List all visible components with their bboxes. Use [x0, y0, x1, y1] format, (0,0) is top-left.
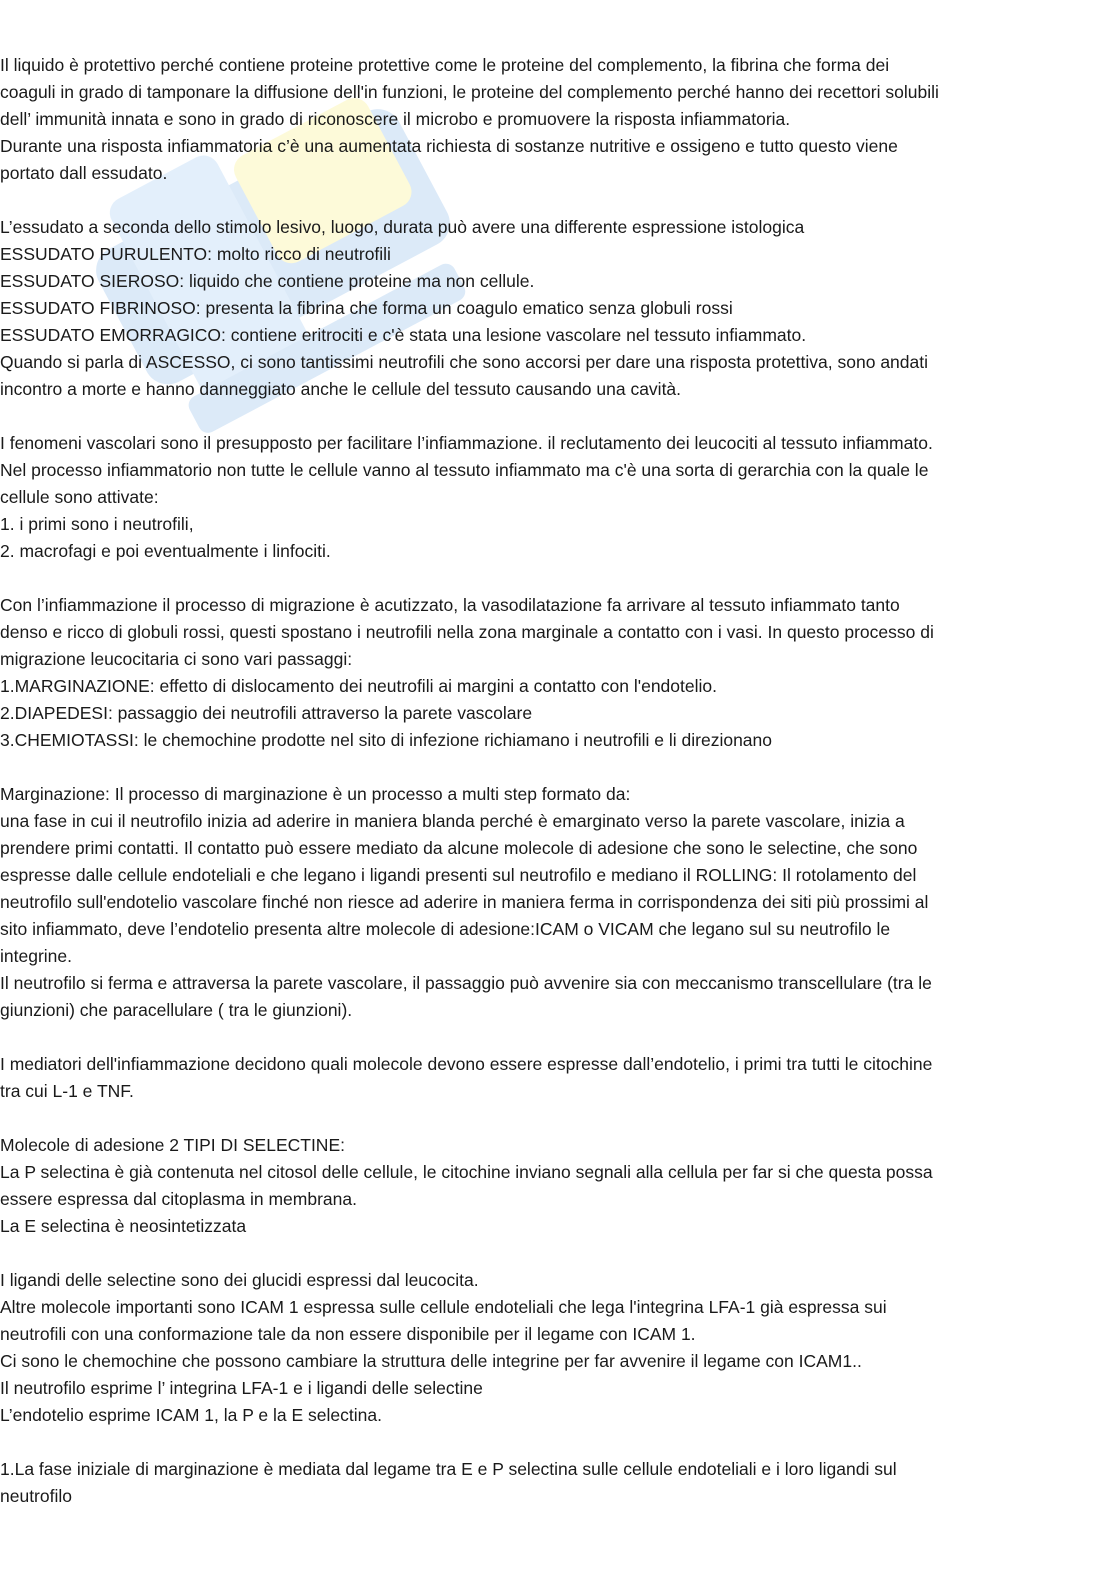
text-line: 1.La fase iniziale di marginazione è mediata dal legame tra E e P selectina sulle cellule endoteliali e i loro ligandi sul — [0, 1459, 897, 1479]
text-line: tra cui L-1 e TNF. — [0, 1081, 134, 1101]
text-line: una fase in cui il neutrofilo inizia ad aderire in maniera blanda perché è emarginato verso la parete vascolare, inizia a — [0, 811, 905, 831]
paragraph — [0, 592, 1108, 754]
text-line: prendere primi contatti. Il contatto può essere mediato da alcune molecole di adesione che sono le selectine, che sono — [0, 838, 918, 858]
paragraph — [0, 52, 1108, 187]
text-line: Quando si parla di ASCESSO, ci sono tantissimi neutrofili che sono accorsi per dare una risposta protettiva, sono andati — [0, 352, 928, 372]
text-line: migrazione leucocitaria ci sono vari passaggi: — [0, 649, 353, 669]
text-line: coaguli in grado di tamponare la diffusione dell'in funzioni, le proteine del complemento perché hanno dei recettori solubili — [0, 82, 939, 102]
text-line: 3.CHEMIOTASSI: le chemochine prodotte nel sito di infezione richiamano i neutrofili e li direzionano — [0, 730, 773, 750]
text-line: Il liquido è protettivo perché contiene proteine protettive come le proteine del complemento, la fibrina che forma dei — [0, 55, 890, 75]
document-page — [0, 52, 1108, 1510]
text-line: ESSUDATO FIBRINOSO: presenta la fibrina che forma un coagulo ematico senza globuli rossi — [0, 298, 733, 318]
text-line: cellule sono attivate: — [0, 487, 159, 507]
text-line: giunzioni) che paracellulare ( tra le giunzioni). — [0, 1000, 353, 1020]
paragraph-gap — [0, 1105, 1108, 1132]
paragraph-gap — [0, 754, 1108, 781]
paragraph-gap — [0, 403, 1108, 430]
text-line: 1. i primi sono i neutrofili, — [0, 514, 194, 534]
text-line: portato dall essudato. — [0, 163, 168, 183]
text-line: neutrofilo — [0, 1486, 72, 1506]
text-line: ESSUDATO SIEROSO: liquido che contiene proteine ma non cellule. — [0, 271, 535, 291]
text-line: Nel processo infiammatorio non tutte le cellule vanno al tessuto infiammato ma c'è una sorta di gerarchia con la quale le — [0, 460, 929, 480]
text-line: neutrofilo sull'endotelio vascolare finché non riesce ad aderire in maniera ferma in corrispondenza dei siti più prossimi al — [0, 892, 929, 912]
text-line: Con l’infiammazione il processo di migrazione è acutizzato, la vasodilatazione fa arrivare al tessuto infiammato tanto — [0, 595, 900, 615]
paragraph — [0, 781, 1108, 1024]
paragraph-gap — [0, 1024, 1108, 1051]
text-line: La P selectina è già contenuta nel citosol delle cellule, le citochine inviano segnali alla cellula per far si che questa possa — [0, 1162, 933, 1182]
text-line: integrine. — [0, 946, 72, 966]
text-line: Marginazione: Il processo di marginazione è un processo a multi step formato da: — [0, 784, 631, 804]
text-line: I ligandi delle selectine sono dei glucidi espressi dal leucocita. — [0, 1270, 479, 1290]
text-line: I mediatori dell'infiammazione decidono quali molecole devono essere espresse dall’endotelio, i primi tra tutti le citochine — [0, 1054, 933, 1074]
paragraph — [0, 214, 1108, 403]
text-line: dell’ immunità innata e sono in grado di riconoscere il microbo e promuovere la risposta infiammatoria. — [0, 109, 791, 129]
paragraph — [0, 430, 1108, 565]
paragraph-gap — [0, 1429, 1108, 1456]
paragraph-gap — [0, 187, 1108, 214]
text-line: ESSUDATO PURULENTO: molto ricco di neutrofili — [0, 244, 391, 264]
paragraph — [0, 1267, 1108, 1429]
paragraph-gap — [0, 565, 1108, 592]
text-line: sito infiammato, deve l’endotelio presenta altre molecole di adesione:ICAM o VICAM che legano sul su neutrofilo le — [0, 919, 891, 939]
text-line: Il neutrofilo si ferma e attraversa la parete vascolare, il passaggio può avvenire sia con meccanismo transcellulare (tra le — [0, 973, 932, 993]
text-line: L’essudato a seconda dello stimolo lesivo, luogo, durata può avere una differente espressione istologica — [0, 217, 805, 237]
text-line: Il neutrofilo esprime l’ integrina LFA-1 e i ligandi delle selectine — [0, 1378, 483, 1398]
text-line: ESSUDATO EMORRAGICO: contiene eritrociti e c'è stata una lesione vascolare nel tessuto infiammato. — [0, 325, 807, 345]
paragraph — [0, 1051, 1108, 1105]
text-line: L’endotelio esprime ICAM 1, la P e la E selectina. — [0, 1405, 382, 1425]
text-line: 2.DIAPEDESI: passaggio dei neutrofili attraverso la parete vascolare — [0, 703, 533, 723]
text-line: essere espressa dal citoplasma in membrana. — [0, 1189, 357, 1209]
text-line: La E selectina è neosintetizzata — [0, 1216, 247, 1236]
paragraph — [0, 1132, 1108, 1240]
text-line: 2. macrofagi e poi eventualmente i linfociti. — [0, 541, 331, 561]
text-line: Durante una risposta infiammatoria c’è una aumentata richiesta di sostanze nutritive e ossigeno e tutto questo viene — [0, 136, 898, 156]
text-line: I fenomeni vascolari sono il presupposto per facilitare l’infiammazione. il reclutamento dei leucociti al tessuto infiammato. — [0, 433, 933, 453]
text-line: 1.MARGINAZIONE: effetto di dislocamento dei neutrofili ai margini a contatto con l'endotelio. — [0, 676, 717, 696]
paragraph — [0, 1456, 1108, 1510]
text-line: espresse dalle cellule endoteliali e che legano i ligandi presenti sul neutrofilo e mediano il ROLLING: Il rotolamento del — [0, 865, 917, 885]
text-line: Altre molecole importanti sono ICAM 1 espressa sulle cellule endoteliali che lega l'integrina LFA-1 già espressa sui — [0, 1297, 887, 1317]
paragraph-gap — [0, 1240, 1108, 1267]
text-line: Molecole di adesione 2 TIPI DI SELECTINE: — [0, 1135, 345, 1155]
text-line: incontro a morte e hanno danneggiato anche le cellule del tessuto causando una cavità. — [0, 379, 682, 399]
text-line: denso e ricco di globuli rossi, questi spostano i neutrofili nella zona marginale a contatto con i vasi. In questo processo di — [0, 622, 934, 642]
text-line: neutrofili con una conformazione tale da non essere disponibile per il legame con ICAM 1. — [0, 1324, 696, 1344]
text-line: Ci sono le chemochine che possono cambiare la struttura delle integrine per far avvenire il legame con ICAM1.. — [0, 1351, 862, 1371]
